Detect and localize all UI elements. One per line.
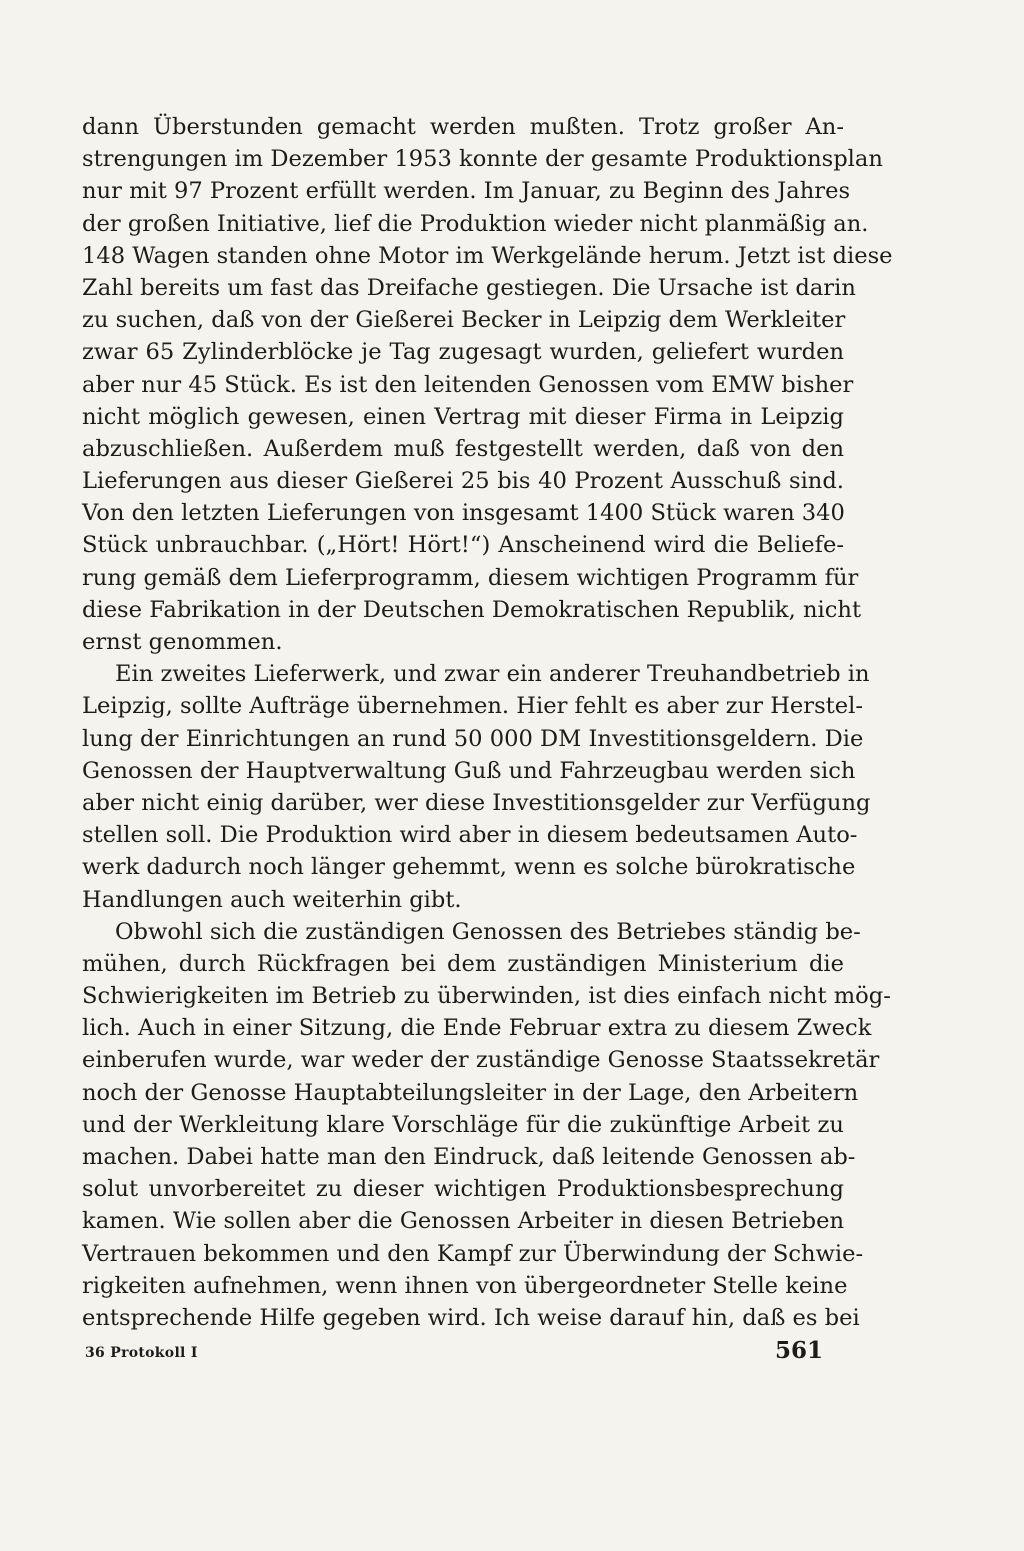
text-line: dann Überstunden gemacht werden mußten. Trotz großer An- [82,114,844,140]
text-line: Genossen der Hauptverwaltung Guß und Fahrzeugbau werden sich [82,757,856,784]
text-line: Lieferungen aus dieser Gießerei 25 bis 40 Prozent Ausschuß sind. [82,468,844,495]
text-line: Zahl bereits um fast das Dreifache gestiegen. Die Ursache ist darin [82,274,856,301]
text-line: stellen soll. Die Produktion wird aber in diesem bedeutsamen Auto- [82,822,858,849]
text-line: nicht möglich gewesen, einen Vertrag mit dieser Firma in Leipzig [82,403,844,430]
text-line: Obwohl sich die zuständigen Genossen des Betriebes ständig be- [115,918,861,945]
text-line: nur mit 97 Prozent erfüllt werden. Im Januar, zu Beginn des Jahres [82,178,851,205]
text-line: mühen, durch Rückfragen bei dem zuständigen Ministerium die [82,950,844,977]
text-line: diese Fabrikation in der Deutschen Demokratischen Republik, nicht [82,596,862,623]
text-line: einberufen wurde, war weder der zuständige Genosse Staatssekretär [82,1047,880,1074]
text-line: aber nicht einig darüber, wer diese Investitionsgelder zur Verfügung [82,789,871,816]
text-line: kamen. Wie sollen aber die Genossen Arbeiter in diesen Betrieben [82,1208,844,1235]
text-line: lung der Einrichtungen an rund 50 000 DM Investitionsgeldern. Die [82,725,864,752]
text-line: Vertrauen bekommen und den Kampf zur Überwindung der Schwie- [82,1240,864,1267]
text-line: Schwierigkeiten im Betrieb zu überwinden, ist dies einfach nicht mög- [82,983,891,1010]
text-line: Stück unbrauchbar. („Hört! Hört!“) Anscheinend wird die Beliefe- [82,532,844,559]
text-line: Leipzig, sollte Aufträge übernehmen. Hier fehlt es aber zur Herstel- [82,693,863,720]
text-line: ernst genommen. [82,629,283,655]
page-number: 561 [774,1337,823,1364]
text-line: der großen Initiative, lief die Produktion wieder nicht planmäßig an. [82,210,869,237]
text-line: noch der Genosse Hauptabteilungsleiter in der Lage, den Arbeitern [82,1079,859,1106]
text-line: lich. Auch in einer Sitzung, die Ende Februar extra zu diesem Zweck [82,1015,872,1042]
page-footer [85,1339,823,1379]
text-line: werk dadurch noch länger gehemmt, wenn es solche bürokratische [82,854,856,881]
text-line: zu suchen, daß von der Gießerei Becker in Leipzig dem Werkleiter [82,307,846,334]
text-line: rigkeiten aufnehmen, wenn ihnen von übergeordneter Stelle keine [82,1272,848,1299]
text-line: solut unvorbereitet zu dieser wichtigen Produktionsbesprechung [82,1176,844,1203]
text-line: entsprechende Hilfe gegeben wird. Ich weise darauf hin, daß es bei [82,1304,860,1331]
text-line: und der Werkleitung klare Vorschläge für die zukünftige Arbeit zu [82,1111,844,1138]
text-line: machen. Dabei hatte man den Eindruck, daß leitende Genossen ab- [82,1144,856,1170]
text-line: Handlungen auch weiterhin gibt. [82,886,462,913]
printer-signature: 36 Protokoll I [85,1345,198,1361]
text-line: Ein zweites Lieferwerk, und zwar ein anderer Treuhandbetrieb in [115,661,870,688]
text-line: zwar 65 Zylinderblöcke je Tag zugesagt wurden, geliefert wurden [82,339,844,366]
text-line: 148 Wagen standen ohne Motor im Werkgelände herum. Jetzt ist diese [82,242,893,269]
text-line: abzuschließen. Außerdem muß festgestellt werden, daß von den [82,435,844,462]
text-line: strengungen im Dezember 1953 konnte der gesamte Produktionsplan [82,146,883,173]
text-line: aber nur 45 Stück. Es ist den leitenden Genossen vom EMW bisher [82,371,854,398]
text-line: rung gemäß dem Lieferprogramm, diesem wichtigen Programm für [82,564,859,591]
text-line: Von den letzten Lieferungen von insgesamt 1400 Stück waren 340 [82,500,845,527]
body-text [82,111,893,1334]
